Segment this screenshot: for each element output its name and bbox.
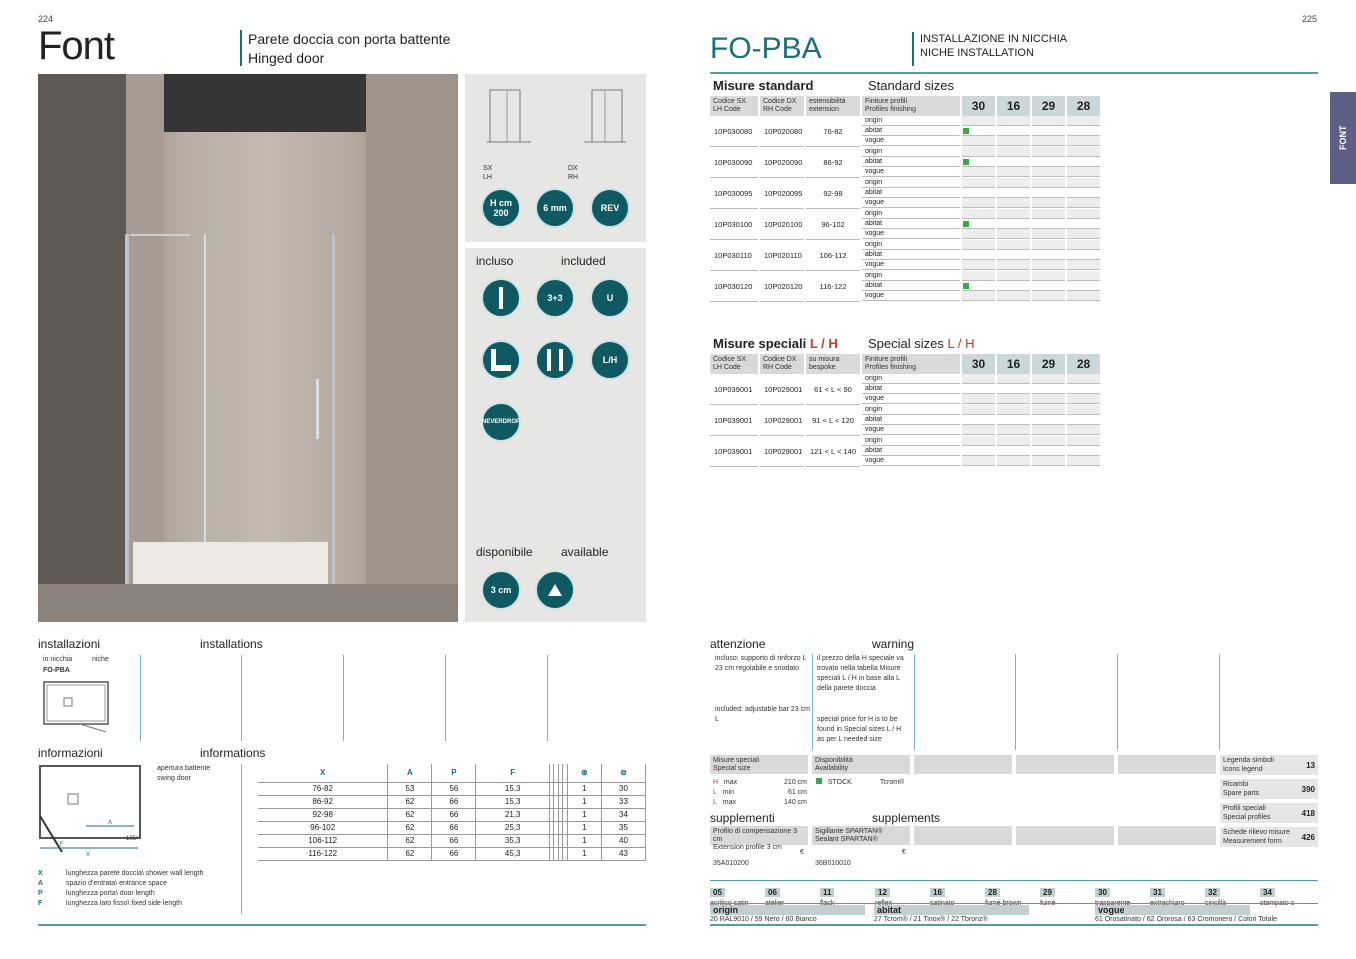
install-type-it: INSTALLAZIONE IN NICCHIA bbox=[920, 33, 1068, 45]
dim-cell: 1 bbox=[567, 834, 601, 847]
dimension-legend bbox=[38, 869, 238, 909]
finish-name: origin bbox=[862, 178, 960, 188]
finish-vogue bbox=[1095, 905, 1318, 925]
included-label-it: incluso bbox=[476, 254, 514, 268]
dim-cell: 62 bbox=[388, 808, 432, 821]
finish-name: abitat bbox=[862, 126, 960, 136]
warning-note-1-en: included: adjustable bar 23 cm L bbox=[715, 706, 810, 723]
legend-text: spazio d'entrata\ entrance space bbox=[66, 880, 167, 887]
finish-name: vogue bbox=[862, 167, 960, 177]
finish-name: abitat bbox=[862, 188, 960, 198]
ref-title-en: Spare parts bbox=[1223, 790, 1260, 797]
size-cell: 116-122 bbox=[806, 271, 860, 302]
special-sizes-lh-en: L / H bbox=[947, 336, 975, 351]
dim-row bbox=[258, 821, 646, 834]
features-panel bbox=[465, 248, 646, 622]
supplement-1-name-en: Extension profile 3 cm bbox=[713, 844, 782, 851]
finish-name: vogue bbox=[862, 291, 960, 301]
legend-item bbox=[38, 889, 238, 899]
supplements-label-it: supplementi bbox=[710, 811, 775, 825]
finish-name: vogue bbox=[862, 260, 960, 270]
reversible-icon: REV bbox=[590, 188, 630, 228]
supplement-2-name-en: Sealant SPARTAN® bbox=[815, 836, 878, 843]
legend-key: A bbox=[38, 880, 44, 887]
special-size-label-en: Special size bbox=[713, 765, 751, 772]
dim-cell: 40 bbox=[601, 834, 645, 847]
sp-col-header-dx-en: RH Code bbox=[763, 364, 792, 371]
size-cell: 10P020110 bbox=[760, 240, 804, 271]
size-cell: 91 < L < 120 bbox=[806, 405, 860, 436]
side-tab-font[interactable]: FONT bbox=[1330, 92, 1356, 184]
glass-code: 30 bbox=[1095, 888, 1110, 897]
dim-cell: 30 bbox=[601, 782, 645, 795]
legend-text: lunghezza parete doccia\ shower wall length bbox=[66, 870, 204, 877]
finish-name: origin bbox=[862, 147, 960, 157]
availability-tcrom: Tcrom® bbox=[880, 779, 905, 786]
finish-name: origin bbox=[862, 405, 960, 415]
size-cell: 10P029001 bbox=[760, 374, 804, 405]
product-title-it: Parete doccia con porta battente bbox=[248, 31, 451, 47]
finish-abitat-label: abitat bbox=[874, 905, 1029, 915]
glass-code: 28 bbox=[985, 888, 1000, 897]
page-number-left: 224 bbox=[38, 14, 54, 24]
size-cell: 10P020080 bbox=[760, 116, 804, 147]
finish-name: abitat bbox=[862, 219, 960, 229]
informations-label-it: informazioni bbox=[38, 746, 103, 760]
sp-col-header-sx: Codice SX bbox=[713, 356, 747, 363]
installations-label-it: installazioni bbox=[38, 637, 101, 651]
glass-code: 12 bbox=[875, 888, 890, 897]
col-header-finishing-en: Profiles finishing bbox=[865, 106, 916, 113]
niche-label-en: niche bbox=[92, 656, 109, 663]
dim-cell: 25,3 bbox=[476, 821, 550, 834]
finish-name: abitat bbox=[862, 157, 960, 167]
dim-header-a: A bbox=[388, 764, 432, 782]
neverdrop-icon: NEVERDROP bbox=[481, 402, 521, 442]
size-cell: 10P039001 bbox=[710, 436, 758, 467]
dim-row bbox=[258, 782, 646, 795]
sp-col-header-dx: Codice DX bbox=[763, 356, 797, 363]
size-row bbox=[710, 405, 1110, 436]
glass-code: 31 bbox=[1150, 888, 1165, 897]
niche-plan-diagram bbox=[40, 678, 115, 733]
warning-label-en: warning bbox=[872, 637, 915, 651]
dim-cell: 76-82 bbox=[258, 782, 388, 795]
ref-title: Profili speciali bbox=[1223, 805, 1266, 812]
ref-title: Ricambi bbox=[1223, 781, 1249, 788]
glass-code: 06 bbox=[765, 888, 780, 897]
finish-name: abitat bbox=[862, 281, 960, 291]
dim-cell: 106-112 bbox=[258, 834, 388, 847]
size-row bbox=[710, 147, 1110, 178]
dim-cell: 56 bbox=[432, 782, 476, 795]
l-max-value: 140 cm bbox=[784, 799, 807, 806]
size-cell: 10P030090 bbox=[710, 147, 758, 178]
size-cell: 10P030120 bbox=[710, 271, 758, 302]
ref-title-en: Measurement form bbox=[1223, 838, 1282, 845]
extension-3cm-icon: 3 cm bbox=[481, 570, 521, 610]
dim-cell: 66 bbox=[432, 834, 476, 847]
size-cell: 86-92 bbox=[806, 147, 860, 178]
legend-key: X bbox=[38, 870, 43, 877]
swing-label-en: swing door bbox=[157, 775, 191, 782]
informations-label-en: informations bbox=[200, 746, 266, 760]
legend-item bbox=[38, 899, 238, 909]
dim-row bbox=[258, 834, 646, 847]
dim-cell: 66 bbox=[432, 808, 476, 821]
supplement-1-name: Profilo di compensazione 3 cm bbox=[713, 828, 798, 843]
ref-page: 418 bbox=[1301, 808, 1315, 818]
ref-title-en: Special profiles bbox=[1223, 814, 1271, 821]
dim-row bbox=[258, 808, 646, 821]
size-cell: 10P030110 bbox=[710, 240, 758, 271]
glass-code: 29 bbox=[1040, 888, 1055, 897]
dim-cell: 66 bbox=[432, 821, 476, 834]
dim-header-f: F bbox=[476, 764, 550, 782]
product-photo bbox=[38, 74, 458, 622]
dim-cell: 1 bbox=[567, 847, 601, 860]
size-cell: 10P039001 bbox=[710, 374, 758, 405]
glass-6mm-icon: 6 mm bbox=[535, 188, 575, 228]
finish-name: vogue bbox=[862, 394, 960, 404]
finish-name: origin bbox=[862, 209, 960, 219]
availability-label-en: Availability bbox=[815, 765, 848, 772]
dim-row bbox=[258, 795, 646, 808]
svg-text:F: F bbox=[60, 842, 64, 848]
double-profile-icon bbox=[535, 340, 575, 380]
stock-mark bbox=[963, 159, 969, 165]
legend-key: P bbox=[38, 890, 43, 897]
finish-num-28: 28 bbox=[1067, 96, 1100, 116]
page-ref-item[interactable] bbox=[1220, 779, 1318, 799]
finish-name: vogue bbox=[862, 198, 960, 208]
model-code-left: FO-PBA bbox=[43, 667, 70, 674]
adjust-3plus3-icon: 3+3 bbox=[535, 278, 575, 318]
size-cell: 10P030100 bbox=[710, 209, 758, 240]
brand-title: Font bbox=[38, 24, 115, 68]
door-dx-label: DX bbox=[568, 165, 578, 172]
dim-cell: 62 bbox=[388, 847, 432, 860]
finish-name: abitat bbox=[862, 415, 960, 425]
dim-cell: 1 bbox=[567, 795, 601, 808]
supplement-1-euro: € bbox=[800, 849, 804, 856]
install-type-en: NICHE INSTALLATION bbox=[920, 47, 1034, 59]
swing-plan-diagram bbox=[38, 764, 148, 858]
finish-vogue-colors: 61 Orosatinato / 62 Ororosa / 63 Cromonero / Colori Totale bbox=[1095, 916, 1277, 923]
size-row bbox=[710, 240, 1110, 271]
glass-list bbox=[710, 882, 1318, 900]
angle-label: 105° bbox=[126, 836, 139, 842]
size-row bbox=[710, 178, 1110, 209]
size-cell: 10P029001 bbox=[760, 436, 804, 467]
size-cell: 10P020095 bbox=[760, 178, 804, 209]
dim-cell: 116-122 bbox=[258, 847, 388, 860]
size-row bbox=[710, 271, 1110, 302]
swing-label-it: apertura battente bbox=[157, 765, 211, 772]
dim-cell: 21,3 bbox=[476, 808, 550, 821]
size-cell: 92-98 bbox=[806, 178, 860, 209]
size-cell: 121 < L < 140 bbox=[806, 436, 860, 467]
sp-finish-num-16: 16 bbox=[997, 354, 1030, 374]
spray-icon bbox=[535, 570, 575, 610]
dim-cell: 35 bbox=[601, 821, 645, 834]
size-cell: 10P030080 bbox=[710, 116, 758, 147]
page-ref-item[interactable] bbox=[1220, 827, 1318, 847]
dim-cell: 1 bbox=[567, 782, 601, 795]
size-cell: 10P030095 bbox=[710, 178, 758, 209]
dim-cell: 53 bbox=[388, 782, 432, 795]
pieces-icon: ⊛ bbox=[567, 764, 601, 782]
finish-name: origin bbox=[862, 271, 960, 281]
finish-abitat-colors: 27 Tcrom® / 21 Tinox® / 22 Tbronz® bbox=[874, 916, 988, 923]
warning-note-1: incluso: supporto di rinforzo L 23 cm regolabile e snodato bbox=[715, 655, 807, 672]
col-header-sx: Codice SX bbox=[713, 98, 747, 105]
sp-col-header-sx-en: LH Code bbox=[713, 364, 741, 371]
handle-icon bbox=[481, 278, 521, 318]
door-config-panel bbox=[465, 74, 646, 242]
special-size-limits: H max 210 cm L min 61 cm L max 140 cm bbox=[713, 779, 807, 806]
special-size-label: Misure speciali bbox=[713, 757, 760, 764]
col-header-dx-en: RH Code bbox=[763, 106, 792, 113]
dim-cell: 35,3 bbox=[476, 834, 550, 847]
availability-label: Disponibilità bbox=[815, 757, 853, 764]
glass-code: 16 bbox=[930, 888, 945, 897]
size-cell: 10P029001 bbox=[760, 405, 804, 436]
weight-icon: ⊜ bbox=[601, 764, 645, 782]
size-row bbox=[710, 116, 1110, 147]
legend-text: lunghezza lato fisso\ fixed side length bbox=[66, 900, 182, 907]
dim-cell: 1 bbox=[567, 821, 601, 834]
dim-cell: 45,3 bbox=[476, 847, 550, 860]
sp-col-header-bespoke-en: bespoke bbox=[809, 364, 836, 371]
svg-text:X: X bbox=[86, 852, 91, 858]
finish-name: vogue bbox=[862, 229, 960, 239]
finish-origin-colors: 20 RAL9010 / 59 Nero / 60 Bianco bbox=[710, 916, 817, 923]
col-header-ext-en: extension bbox=[809, 106, 839, 113]
custom-lh-icon: L/H bbox=[590, 340, 630, 380]
supplement-2-name: Sigillante SPARTAN® bbox=[815, 828, 883, 835]
ref-page: 390 bbox=[1301, 784, 1315, 794]
warning-note-2: il prezzo della H speciale va trovato nella tabella Misure speciali L / H in base alla L della parete doccia bbox=[817, 655, 904, 692]
stock-mark bbox=[963, 221, 969, 227]
finish-abitat bbox=[874, 905, 1084, 925]
dim-cell: 92-98 bbox=[258, 808, 388, 821]
dim-cell: 66 bbox=[432, 795, 476, 808]
l-min-value: 61 cm bbox=[787, 789, 807, 796]
size-row bbox=[710, 209, 1110, 240]
legend-item bbox=[38, 879, 238, 889]
finish-vogue-label: vogue bbox=[1095, 905, 1250, 915]
wall-profile-icon bbox=[481, 340, 521, 380]
glass-code: 34 bbox=[1260, 888, 1275, 897]
stock-mark bbox=[963, 128, 969, 134]
dim-cell: 96-102 bbox=[258, 821, 388, 834]
available-label-en: available bbox=[561, 545, 609, 559]
col-header-sx-en: LH Code bbox=[713, 106, 741, 113]
product-title-en: Hinged door bbox=[248, 50, 325, 66]
model-code-title: FO-PBA bbox=[710, 32, 822, 65]
finish-name: vogue bbox=[862, 136, 960, 146]
svg-text:A: A bbox=[108, 820, 113, 826]
header-line bbox=[710, 72, 1318, 74]
dim-cell: 86-92 bbox=[258, 795, 388, 808]
glass-code: 05 bbox=[710, 888, 725, 897]
standard-sizes-title: Misure standard bbox=[713, 78, 814, 93]
finish-name: vogue bbox=[862, 425, 960, 435]
finish-name: origin bbox=[862, 116, 960, 126]
special-sizes-title-en bbox=[868, 336, 974, 351]
size-cell: 10P020120 bbox=[760, 271, 804, 302]
finish-name: vogue bbox=[862, 456, 960, 466]
special-sizes-table bbox=[710, 354, 1110, 467]
door-sx-label: SX bbox=[483, 165, 493, 172]
included-label-en: included bbox=[561, 254, 606, 268]
size-cell: 61 < L < 90 bbox=[806, 374, 860, 405]
installations-label-en: installations bbox=[200, 637, 263, 651]
finish-name: abitat bbox=[862, 250, 960, 260]
dim-row bbox=[258, 847, 646, 860]
sp-finish-num-30: 30 bbox=[962, 354, 995, 374]
sp-finish-num-28: 28 bbox=[1067, 354, 1100, 374]
finish-origin bbox=[710, 905, 890, 925]
col-header-dx: Codice DX bbox=[763, 98, 797, 105]
special-sizes-lh: L / H bbox=[809, 336, 838, 351]
height-200-icon: H cm 200 bbox=[481, 188, 521, 228]
sp-col-header-bespoke: su misura bbox=[809, 356, 840, 363]
size-cell: 10P020100 bbox=[760, 209, 804, 240]
supplements-label-en: supplements bbox=[872, 811, 941, 825]
warning-note-2-en: special price for H is to be found in Special sizes L / H as per L needed size bbox=[817, 716, 902, 743]
standard-sizes-title-en: Standard sizes bbox=[868, 78, 954, 93]
page-ref-item[interactable] bbox=[1220, 803, 1318, 823]
dim-cell: 62 bbox=[388, 834, 432, 847]
size-cell: 76-82 bbox=[806, 116, 860, 147]
available-label-it: disponibile bbox=[476, 545, 533, 559]
dim-cell: 62 bbox=[388, 795, 432, 808]
col-header-finishing: Finiture profili bbox=[865, 98, 908, 105]
legend-text: lunghezza porta\ door length bbox=[66, 890, 155, 897]
ref-page: 13 bbox=[1306, 760, 1315, 770]
stock-label: STOCK bbox=[827, 779, 852, 786]
dim-cell: 34 bbox=[601, 808, 645, 821]
finish-origin-label: origin bbox=[710, 905, 865, 915]
ref-title-en: Icons legend bbox=[1223, 766, 1263, 773]
size-row bbox=[710, 436, 1110, 467]
niche-label-it: in nicchia bbox=[43, 656, 73, 663]
ref-title: Schede rilievo misure bbox=[1223, 829, 1290, 836]
standard-sizes-table bbox=[710, 96, 1110, 302]
finish-name: abitat bbox=[862, 446, 960, 456]
sp-col-header-finishing: Finiture profili bbox=[865, 356, 908, 363]
dim-cell: 15,3 bbox=[476, 782, 550, 795]
ref-page: 426 bbox=[1301, 832, 1315, 842]
dim-cell: 15,3 bbox=[476, 795, 550, 808]
dim-header-p: P bbox=[432, 764, 476, 782]
ref-title: Legenda simboli bbox=[1223, 757, 1274, 764]
dim-cell: 33 bbox=[601, 795, 645, 808]
finish-num-29: 29 bbox=[1032, 96, 1065, 116]
finish-num-30: 30 bbox=[962, 96, 995, 116]
stock-mark bbox=[963, 283, 969, 289]
page-ref-item[interactable] bbox=[1220, 755, 1318, 775]
page-number-right: 225 bbox=[1302, 14, 1318, 24]
left-footer-line bbox=[38, 924, 646, 926]
col-header-ext: estensibilità bbox=[809, 98, 846, 105]
door-sx-icon bbox=[485, 86, 535, 148]
door-sx-label-en: LH bbox=[483, 174, 492, 181]
h-max-value: 210 cm bbox=[784, 779, 807, 786]
door-dx-icon bbox=[580, 86, 630, 148]
glass-code: 32 bbox=[1205, 888, 1220, 897]
special-sizes-title-text: Misure speciali bbox=[713, 336, 807, 351]
dim-cell: 43 bbox=[601, 847, 645, 860]
supplement-1-code: 35A010200 bbox=[713, 860, 749, 867]
legend-key: F bbox=[38, 900, 43, 907]
finish-name: origin bbox=[862, 374, 960, 384]
finish-num-16: 16 bbox=[997, 96, 1030, 116]
dim-cell: 1 bbox=[567, 808, 601, 821]
finish-name: abitat bbox=[862, 384, 960, 394]
supplement-2-code: 36B010010 bbox=[815, 860, 851, 867]
page-references bbox=[1220, 755, 1318, 851]
u-profile-icon: U bbox=[590, 278, 630, 318]
size-row bbox=[710, 374, 1110, 405]
supplement-2-euro: € bbox=[902, 849, 906, 856]
glass-code: 11 bbox=[820, 888, 834, 897]
dim-cell: 66 bbox=[432, 847, 476, 860]
special-sizes-title-en-text: Special sizes bbox=[868, 336, 944, 351]
dim-cell: 62 bbox=[388, 821, 432, 834]
dimensions-table bbox=[258, 764, 646, 861]
legend-item bbox=[38, 869, 238, 879]
size-cell: 106-112 bbox=[806, 240, 860, 271]
dim-header-x: X bbox=[258, 764, 388, 782]
size-cell: 10P020090 bbox=[760, 147, 804, 178]
finish-name: origin bbox=[862, 240, 960, 250]
warning-label-it: attenzione bbox=[710, 637, 766, 651]
special-sizes-title bbox=[713, 336, 838, 351]
sp-finish-num-29: 29 bbox=[1032, 354, 1065, 374]
finish-name: origin bbox=[862, 436, 960, 446]
size-cell: 10P039001 bbox=[710, 405, 758, 436]
availability-stock bbox=[816, 778, 852, 788]
size-cell: 96-102 bbox=[806, 209, 860, 240]
door-dx-label-en: RH bbox=[568, 174, 579, 181]
sp-col-header-finishing-en: Profiles finishing bbox=[865, 364, 916, 371]
